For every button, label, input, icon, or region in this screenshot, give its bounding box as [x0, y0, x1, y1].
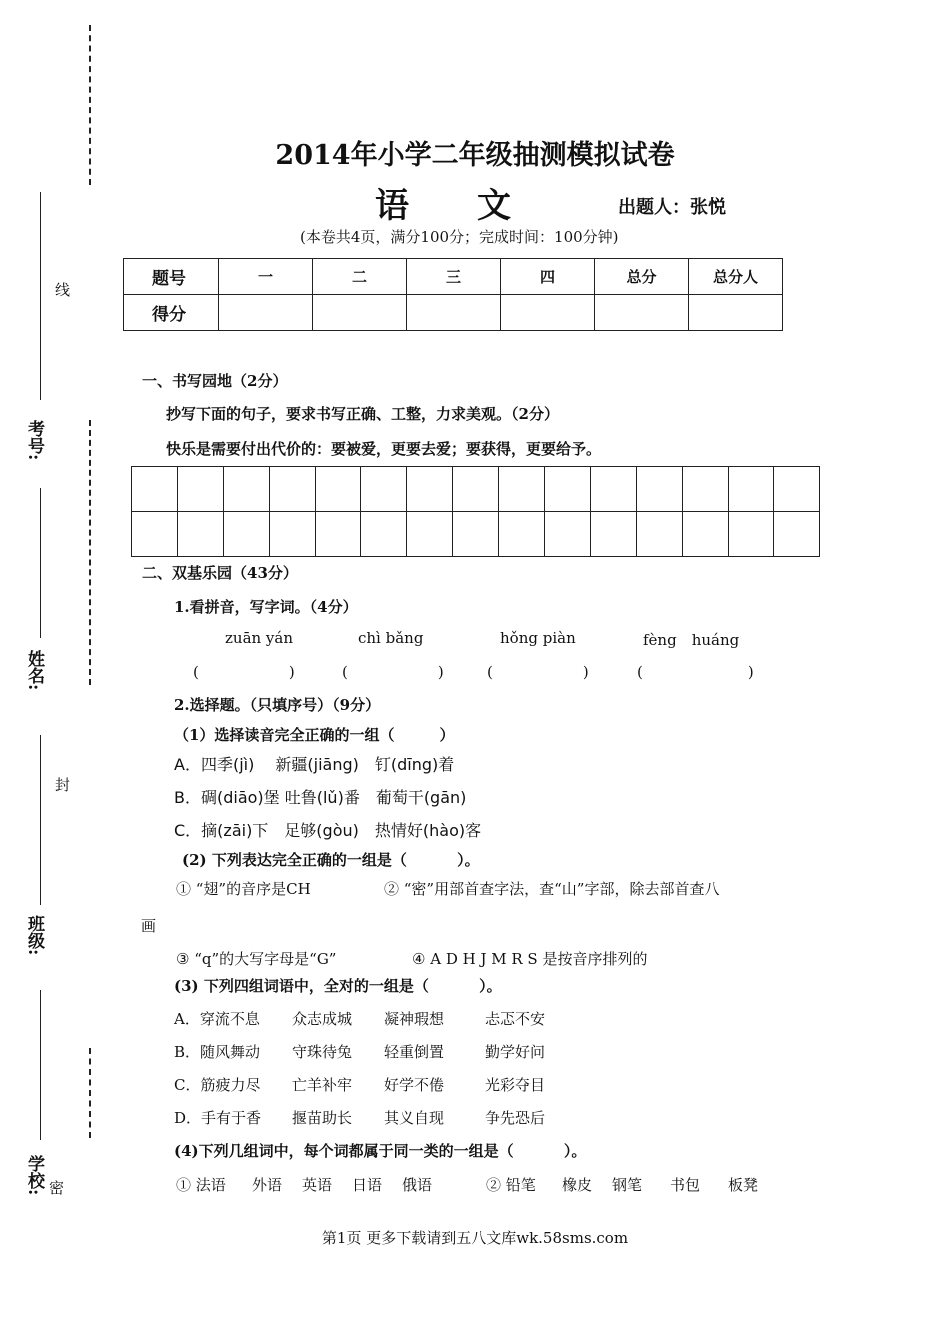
- answer-blank-4[interactable]: ( ): [637, 663, 754, 681]
- margin-secret-char: 密: [47, 1180, 65, 1195]
- word: A．穿流不息: [174, 1010, 260, 1028]
- pinyin-4: fèng huáng: [643, 631, 740, 649]
- score-table-header-row: [124, 259, 783, 295]
- class-underline: [40, 735, 41, 905]
- word: 勤学好问: [485, 1043, 546, 1061]
- score-table-header: 总分: [595, 259, 689, 295]
- author-line: 出题人：张悦: [618, 197, 726, 218]
- word: 书包: [670, 1176, 701, 1194]
- word: 亡羊补牢: [292, 1076, 353, 1094]
- answer-blank-3[interactable]: ( ): [487, 663, 589, 681]
- writing-cell[interactable]: [682, 467, 728, 512]
- subject-title: 语 文: [375, 186, 511, 226]
- school-underline: [40, 990, 41, 1140]
- writing-cell[interactable]: [223, 512, 269, 557]
- writing-cell[interactable]: [590, 512, 636, 557]
- q2-part4-stem: (4)下列几组词中，每个词都属于同一类的一组是（ ）。: [174, 1142, 587, 1160]
- writing-cell[interactable]: [682, 512, 728, 557]
- word: 其义自现: [384, 1109, 445, 1127]
- section2-title: 二、双基乐园（43分）: [142, 564, 298, 582]
- margin-seal-char: 封: [53, 777, 71, 792]
- writing-cell[interactable]: [361, 512, 407, 557]
- writing-cell[interactable]: [499, 512, 545, 557]
- writing-cell[interactable]: [361, 467, 407, 512]
- score-cell[interactable]: [407, 295, 501, 331]
- q2-part2-option-1: ① “翅”的音序是CH: [176, 880, 311, 898]
- word: 争先恐后: [485, 1109, 546, 1127]
- word: 俄语: [402, 1176, 433, 1194]
- pinyin-1: zuān yán: [225, 629, 294, 647]
- writing-cell[interactable]: [453, 512, 499, 557]
- school-label: 学校:: [24, 1155, 44, 1196]
- word: 好学不倦: [384, 1076, 445, 1094]
- word: C．筋疲力尽: [174, 1076, 261, 1094]
- cut-line-dashed-bottom: [89, 1048, 91, 1138]
- exam-title: 2014年小学二年级抽测模拟试卷: [275, 140, 675, 171]
- word: 忐忑不安: [485, 1010, 546, 1028]
- writing-grid-row: [132, 467, 820, 512]
- word: 凝神瑕想: [384, 1010, 445, 1028]
- q2-part2-option-2: ② “密”用部首查字法，查“山”字部，除去部首查八: [384, 880, 720, 898]
- q2-title: 2.选择题。（只填序号）（9分）: [174, 696, 381, 714]
- writing-cell[interactable]: [774, 467, 820, 512]
- score-table-header: 一: [219, 259, 313, 295]
- word: D．手有于香: [174, 1109, 262, 1127]
- q2-part1-option-a: A．四季(jì) 新疆(jiāng) 钉(dīng)着: [174, 755, 455, 774]
- answer-blank-2[interactable]: ( ): [342, 663, 444, 681]
- score-row-label: 得分: [124, 295, 219, 331]
- answer-blank-1[interactable]: ( ): [193, 663, 295, 681]
- writing-cell[interactable]: [132, 512, 178, 557]
- score-table-header: 三: [407, 259, 501, 295]
- name-underline: [40, 488, 41, 638]
- exam-info: (本卷共4页，满分100分；完成时间：100分钟): [300, 228, 619, 246]
- q2-part1-stem: （1）选择读音完全正确的一组（ ）: [174, 726, 455, 744]
- score-cell[interactable]: [501, 295, 595, 331]
- word: 橡皮: [562, 1176, 593, 1194]
- cut-line-dashed-middle: [89, 420, 91, 685]
- writing-cell[interactable]: [590, 467, 636, 512]
- score-cell[interactable]: [313, 295, 407, 331]
- word: 轻重倒置: [384, 1043, 445, 1061]
- word: ② 铅笔: [486, 1176, 536, 1194]
- q2-part1-option-c: C．摘(zāi)下 足够(gòu) 热情好(hào)客: [174, 821, 482, 840]
- score-cell[interactable]: [219, 295, 313, 331]
- q2-part2-stem: (2) 下列表达完全正确的一组是（ ）。: [182, 851, 480, 869]
- q2-part1-option-b: B．碉(diāo)堡 吐鲁(lǔ)番 葡萄干(gān): [174, 788, 467, 807]
- writing-cell[interactable]: [132, 467, 178, 512]
- writing-cell[interactable]: [636, 512, 682, 557]
- word: 板凳: [728, 1176, 759, 1194]
- writing-cell[interactable]: [636, 467, 682, 512]
- pinyin-3: hǒng piàn: [500, 629, 576, 647]
- word: 守珠待兔: [292, 1043, 353, 1061]
- q2-part2-option-2-continued: 画: [141, 917, 157, 935]
- writing-cell[interactable]: [177, 467, 223, 512]
- word: 外语: [252, 1176, 283, 1194]
- writing-cell[interactable]: [728, 467, 774, 512]
- word: 钢笔: [612, 1176, 643, 1194]
- word: 日语: [352, 1176, 383, 1194]
- margin-line-char: 线: [53, 282, 71, 297]
- word: ① 法语: [176, 1176, 226, 1194]
- writing-cell[interactable]: [407, 467, 453, 512]
- writing-cell[interactable]: [269, 467, 315, 512]
- score-cell[interactable]: [689, 295, 783, 331]
- word: 众志成城: [292, 1010, 353, 1028]
- score-table-header: 题号: [124, 259, 219, 295]
- word: 英语: [302, 1176, 333, 1194]
- writing-grid-row: [132, 512, 820, 557]
- name-label: 姓名:: [24, 650, 44, 691]
- writing-cell[interactable]: [774, 512, 820, 557]
- word: 揠苗助长: [292, 1109, 353, 1127]
- writing-cell[interactable]: [499, 467, 545, 512]
- score-table-header: 总分人: [689, 259, 783, 295]
- q2-part2-option-3: ③ “q”的大写字母是“G”: [176, 950, 337, 968]
- page-footer: 第1页 更多下载请到五八文库wk.58sms.com: [321, 1229, 629, 1247]
- exam-no-label: 考号:: [24, 420, 44, 461]
- pinyin-2: chì bǎng: [358, 629, 424, 647]
- writing-cell[interactable]: [728, 512, 774, 557]
- writing-cell[interactable]: [545, 467, 591, 512]
- section1-title: 一、书写园地（2分）: [142, 372, 288, 390]
- writing-cell[interactable]: [315, 512, 361, 557]
- exam-no-underline: [40, 192, 41, 400]
- writing-cell[interactable]: [223, 467, 269, 512]
- q1-title: 1.看拼音，写字词。（4分）: [174, 598, 358, 616]
- writing-cell[interactable]: [269, 512, 315, 557]
- writing-grid: [131, 466, 820, 557]
- writing-cell[interactable]: [177, 512, 223, 557]
- score-table-score-row: [124, 295, 783, 331]
- q2-part2-option-4: ④ A D H J M R S 是按音序排列的: [412, 950, 648, 968]
- writing-cell[interactable]: [315, 467, 361, 512]
- section1-sentence: 快乐是需要付出代价的：要被爱，更要去爱；要获得，更要给予。: [166, 440, 602, 458]
- word: 光彩夺目: [485, 1076, 546, 1094]
- score-table-header: 四: [501, 259, 595, 295]
- class-label: 班级:: [24, 915, 44, 956]
- section1-instruction: 抄写下面的句子，要求书写正确、工整，力求美观。（2分）: [166, 405, 559, 423]
- score-table: [123, 258, 783, 331]
- q2-part3-stem: (3) 下列四组词语中，全对的一组是（ ）。: [174, 977, 502, 995]
- writing-cell[interactable]: [453, 467, 499, 512]
- score-table-header: 二: [313, 259, 407, 295]
- score-cell[interactable]: [595, 295, 689, 331]
- writing-cell[interactable]: [545, 512, 591, 557]
- writing-cell[interactable]: [407, 512, 453, 557]
- word: B．随风舞动: [174, 1043, 261, 1061]
